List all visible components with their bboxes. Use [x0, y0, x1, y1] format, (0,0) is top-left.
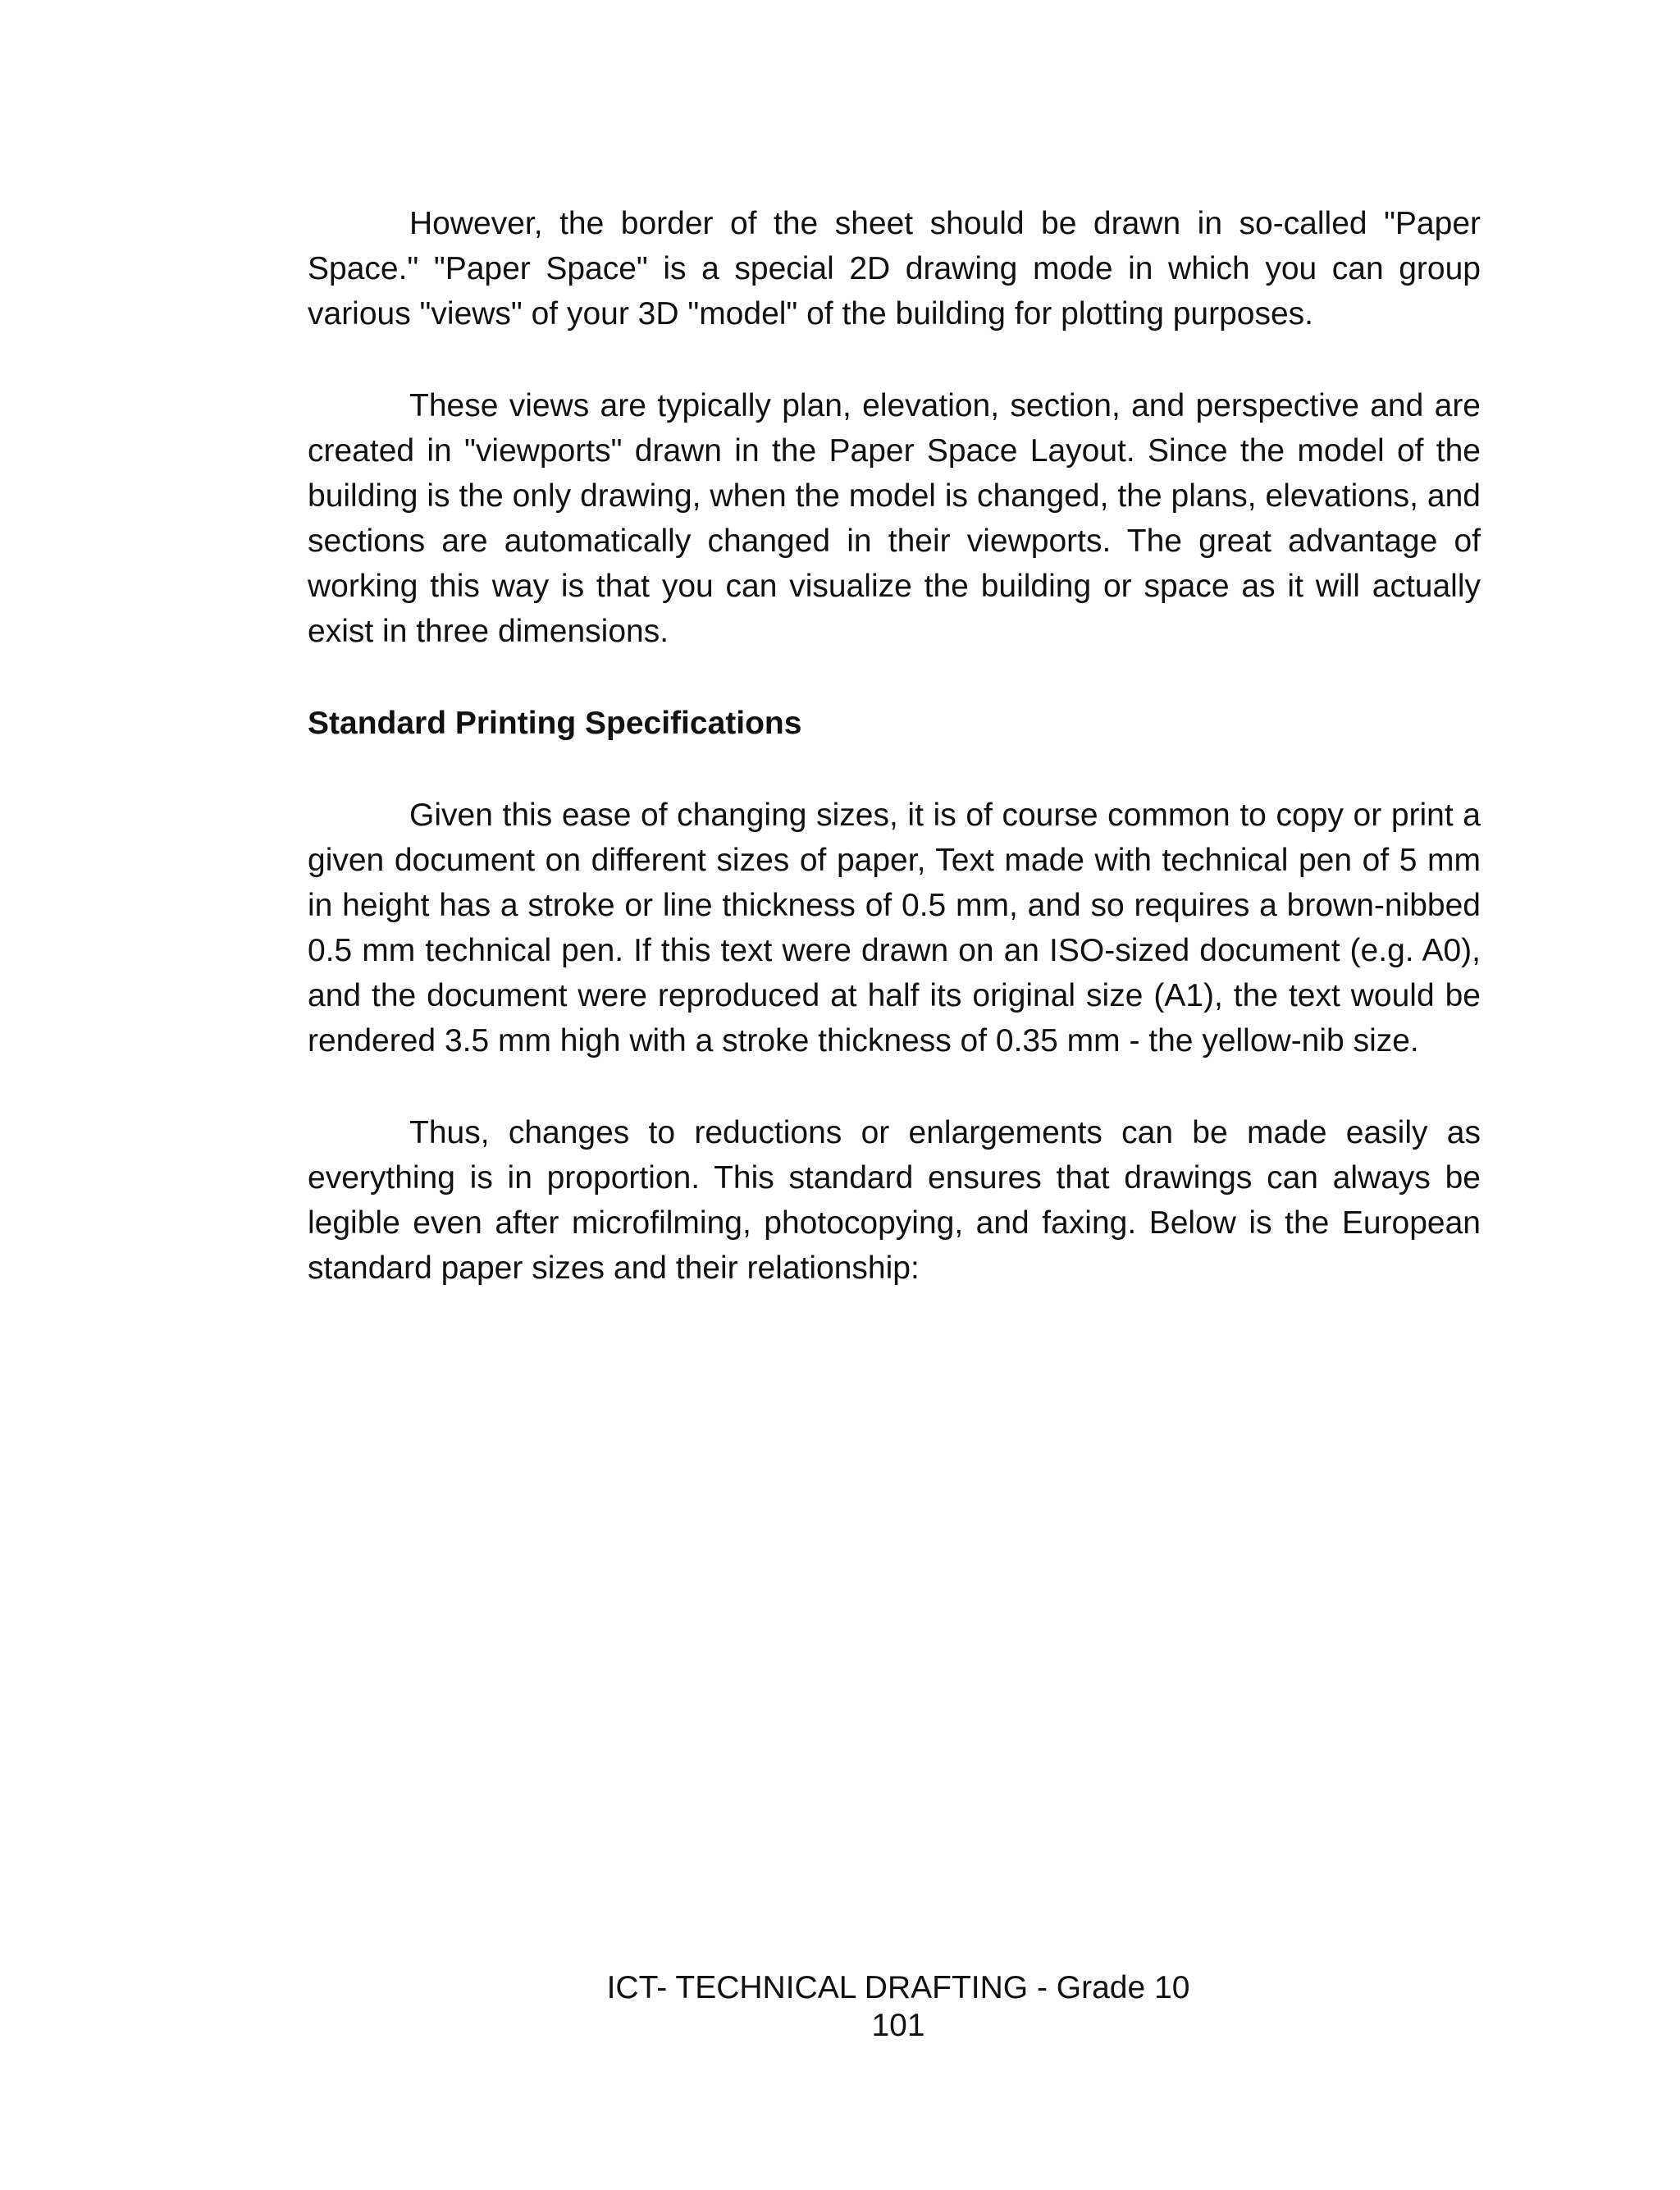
paragraph-viewports: These views are typically plan, elevation, section, and perspective and are created in "viewports" drawn in the Paper Space Layout. Since the model of the building is the only drawing, when the model is changed, the plans, elevations, and sections are automatically changed in their viewports. The great advantage of working this way is that you can visualize the building or space as it will actually exist in three dimensions. [308, 388, 1481, 649]
paragraph-proportion: Thus, changes to reductions or enlargements can be made easily as everything is in proportion. This standard ensures that drawings can always be legible even after microfilming, photocopying, and faxing. Below is the European standard paper sizes and their relationship: [308, 1115, 1481, 1286]
section-heading: Standard Printing Specifications [308, 706, 802, 741]
footer-title: ICT- TECHNICAL DRAFTING - Grade 10 [606, 1970, 1190, 2005]
page-content [308, 201, 1481, 1337]
paragraph-pen-sizes: Given this ease of changing sizes, it is of course common to copy or print a given document on different sizes of paper, Text made with technical pen of 5 mm in height has a stroke or line thickness of 0.5 mm, and so requires a brown-nibbed 0.5 mm technical pen. If this text were drawn on an ISO-sized document (e.g. A0), and the document were reproduced at half its original size (A1), the text would be rendered 3.5 mm high with a stroke thickness of 0.35 mm - the yellow-nib size. [308, 798, 1481, 1058]
page-number: 101 [871, 2008, 925, 2043]
page-footer [0, 1969, 1680, 2045]
paragraph-paper-space: However, the border of the sheet should be drawn in so-called "Paper Space." "Paper Space" is a special 2D drawing mode in which you can group various "views" of your 3D "model" of the building for plotting purposes. [308, 206, 1481, 331]
